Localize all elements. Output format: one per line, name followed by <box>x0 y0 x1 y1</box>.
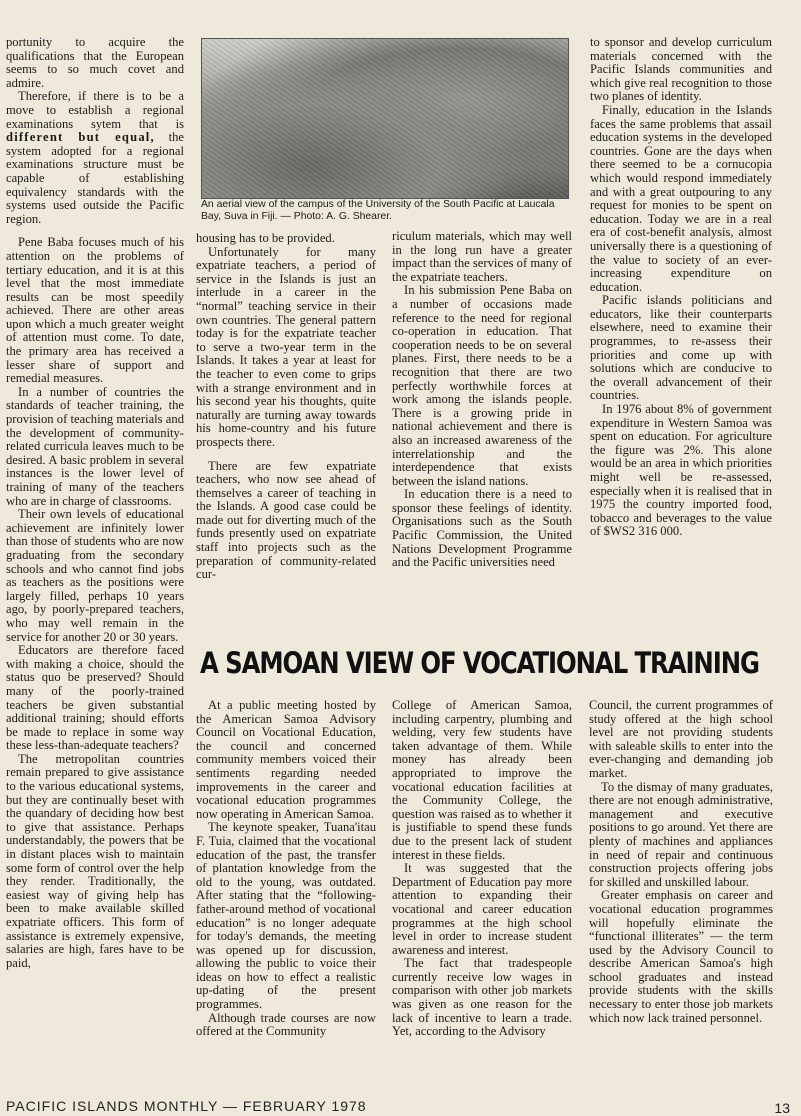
paragraph: In 1976 about 8% of government expenditure in Western Samoa was spent on education. For agriculture the figure was 2%. This alone would be an area in which priorities might well be re-assessed, especially when it is realised that in 1975 the country imported food, tobacco and beverages to the value of $WS2 316 000. <box>590 402 772 539</box>
paragraph: At a public meeting hosted by the American Samoa Advisory Council on Vocational Education, the council and concerned community members voiced their sentiments regarding needed improvements in the career and vocational education programmes now operating in American Samoa. <box>196 698 376 821</box>
paragraph: Educators are therefore faced with making a choice, should the status quo be preserved? Should many of the poorly-trained teachers be given substantial additional training; should efforts be made to replace in some way these less-than-adequate teachers? <box>6 643 184 753</box>
vocational-column-2 <box>392 699 572 1039</box>
paragraph: Council, the current programmes of study offered at the high school level are not providing students with saleable skills to enter into the ever-changing and demanding job market. <box>589 698 773 780</box>
page-number: 13 <box>774 1100 790 1116</box>
vocational-column-3 <box>589 699 773 1025</box>
paragraph: To the dismay of many graduates, there are not enough administrative, management and executive positions to go around. Yet there are plenty of machines and appliances in need of repair and continuous construction projects offering jobs for skilled and unskilled labour. <box>589 779 773 889</box>
paragraph: portunity to acquire the qualifications that the European seems to so much covet and admire. <box>6 35 184 90</box>
running-footer: PACIFIC ISLANDS MONTHLY — FEBRUARY 1978 <box>6 1098 367 1114</box>
article-headline: A SAMOAN VIEW OF VOCATIONAL TRAINING <box>200 646 759 680</box>
paragraph: Unfortunately for many expatriate teachers, a period of service in the Islands is just an interlude in a career in the “normal” teaching service in their own countries. The general pattern today is for the expatriate teacher to serve a two-year term in the Islands. It takes a year at least for the teacher to even come to grips with a strange environment and in his second year his thoughts, quite naturally are turning away towards his home-country and his future prospects there. <box>196 244 376 449</box>
vocational-column-1 <box>196 699 376 1039</box>
paragraph: It was suggested that the Department of Education pay more attention to expanding their vocational and career education programmes at the high school level in order to increase student awareness and interest. <box>392 861 572 957</box>
paragraph: to sponsor and develop curriculum materials concerned with the Pacific Islands communities and which give real recognition to those two planes of identity. <box>590 35 772 104</box>
paragraph: The metropolitan countries remain prepared to give assistance to the various educational systems, but they are continually beset with the quandary of deciding how best to give that assistance. Perhaps understandably, the powers that be in distant places wish to maintain some form of control over the help they render. Traditionally, the easiest way of giving help has been to make available skilled expatriate officers. This form of assistance is extremely expensive, salaries are high, fares have to be paid, <box>6 751 184 970</box>
article-column-3 <box>392 230 572 570</box>
paragraph: Greater emphasis on career and vocational education programmes will hopefully eliminate the “functional illiterates” — the term used by the Advisory Council to describe American Samoa's high school graduates and instead provide students with the skills necessary to enter those job markets which now lack trained personnel. <box>589 888 773 1025</box>
paragraph: Although trade courses are now offered at the Community <box>196 1010 376 1039</box>
article-column-1 <box>6 36 184 970</box>
paragraph: In education there is a need to sponsor these feelings of identity. Organisations such as the South Pacific Commission, the United Nations Development Programme and the Pacific universities need <box>392 487 572 570</box>
paragraph: Therefore, if there is to be a move to establish a regional examinations sytem that is different but equal, the system adopted for a regional examinations structure must be capable of establishing equivalency standards with the systems used outside the Pacific region. <box>6 89 184 226</box>
paragraph: The fact that tradespeople currently receive low wages in comparison with other job markets was given as one reason for the lack of incentive to learn a trade. Yet, according to the Advisory <box>392 956 572 1039</box>
paragraph: In a number of countries the standards of teacher training, the provision of teaching materials and the development of community-related curricula leaves much to be desired. A basic problem in several instances is the lower level of training of many of the teachers who are in charge of classrooms. <box>6 384 184 508</box>
paragraph: There are few expatriate teachers, who now see ahead of themselves a career of teaching in the Islands. A good case could be made out for diverting much of the funds presently used on expatriate staff into projects such as the preparation of community-related cur- <box>196 458 376 582</box>
article-column-2 <box>196 232 376 582</box>
paragraph: Finally, education in the Islands faces the same problems that assail education systems in the developed countries. Gone are the days when there seemed to be a cornucopia which would respond immediately and with a great outpouring to any request for monies to be spent on education. Today we are in a real era of cost-benefit analysis, almost universally there is a questioning of the value to society of an ever-increasing expenditure on education. <box>590 102 772 294</box>
paragraph: riculum materials, which may well in the long run have a greater impact than the services of many of the expatriate teachers. <box>392 229 572 284</box>
aerial-campus-photo <box>201 38 569 199</box>
paragraph: Pene Baba focuses much of his attention on the problems of tertiary education, and it is at this level that the most immediate results can be most speedily achieved. There are other areas upon which a much greater weight of attention must come. To date, the primary area has received a lesser share of support and remedial measures. <box>6 235 184 386</box>
paragraph: Their own levels of educational achievement are infinitely lower than those of students who are now graduating from the secondary schools and who cannot find jobs as teachers as the positions were largely filled, perhaps 10 years ago, by poorly-prepared teachers, who may well remain in the service for another 20 or 30 years. <box>6 507 184 644</box>
paragraph: Pacific islands politicians and educators, like their counterparts elsewhere, need to examine their programmes, to re-assess their priorities and come up with solutions which are conducive to the overall advancement of their countries. <box>590 293 772 403</box>
paragraph: In his submission Pene Baba on a number of occasions made reference to the need for regional co-operation in education. That cooperation needs to be on several planes. First, there needs to be a recognition that there are two perfectly worthwhile forces at work among the islands people. There is a growing pride in national achievement and there is also an increased awareness of the interrelationship and the interdependence that exists between the island nations. <box>392 283 572 488</box>
paragraph: housing has to be provided. <box>196 231 335 245</box>
article-column-4 <box>590 36 772 539</box>
paragraph: College of American Samoa, including carpentry, plumbing and welding, very few students have taken advantage of them. While money has already been appropriated to improve the vocational education facilities at the Community College, the question was raised as to whether it is justifiable to spend these funds due to the present lack of student interest in these fields. <box>392 698 572 862</box>
photo-caption: An aerial view of the campus of the University of the South Pacific at Laucala Bay, Suva in Fiji. — Photo: A. G. Shearer. <box>201 199 555 222</box>
paragraph: The keynote speaker, Tuana'itau F. Tuia, claimed that the vocational education of the past, the transfer of plantation knowledge from the old to the young, was outdated. After stating that the “following-father-around method of vocational education” is no longer adequate for today's demands, the meeting was opened up for discussion, allowing the public to voice their ideas on how to effect a realistic up-dating of the present programmes. <box>196 820 376 1012</box>
